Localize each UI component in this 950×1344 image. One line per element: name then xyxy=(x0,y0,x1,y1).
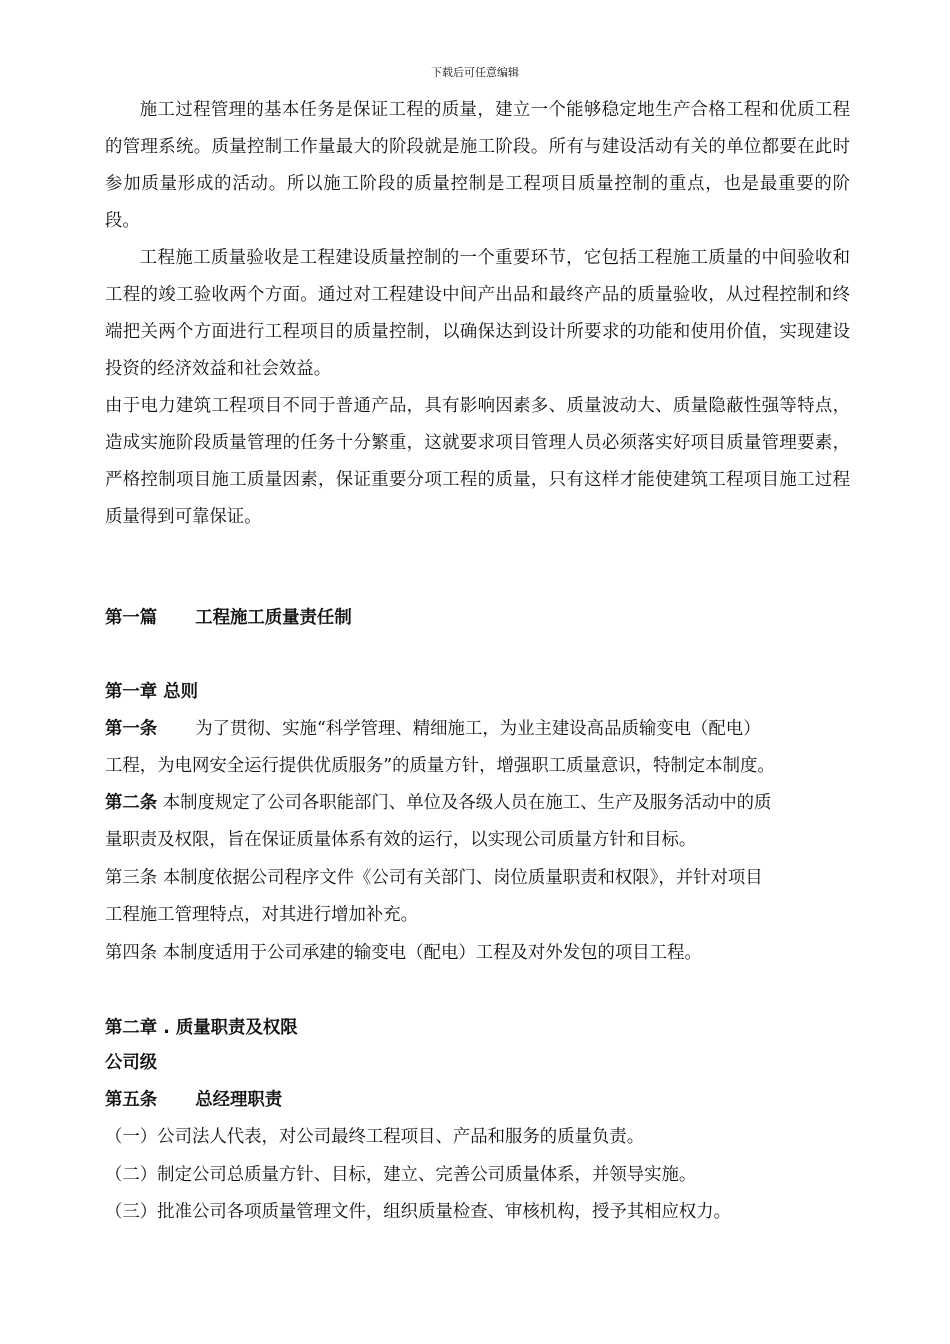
list-item-1: （一）公司法人代表，对公司最终工程项目、产品和服务的质量负责。 xyxy=(105,1127,645,1147)
article-1-line-1 xyxy=(105,717,761,741)
part-label: 第一篇 xyxy=(105,608,158,628)
part-title: 工程施工质量责任制 xyxy=(195,608,352,628)
intro-paragraph-3: 由于电力建筑工程项目不同于普通产品，具有影响因素多、质量波动大、质量隐蔽性强等特点，造成实施阶段质量管理的任务十分繁重，这就要求项目管理人员必须落实好项目质量管理要素，严格控制项目施工质量因素，保证重要分项工程的质量，只有这样才能使建筑工程项目施工过程质量得到可靠保证。 xyxy=(105,396,850,527)
article-3-label: 第三条 xyxy=(105,868,158,888)
article-1-label: 第一条 xyxy=(105,719,158,739)
chapter-2-title: 第二章 . 质量职责及权限 xyxy=(105,1018,298,1038)
article-1-text-2: 工程，为电网安全运行提供优质服务”的质量方针，增强职工质量意识，特制定本制度。 xyxy=(105,756,775,776)
article-5-label: 第五条 xyxy=(105,1090,158,1110)
article-3-text-1: 本制度依据公司程序文件《公司有关部门、岗位质量职责和权限》，并针对项目 xyxy=(162,868,763,888)
article-2-text-1: 本制度规定了公司各职能部门、单位及各级人员在施工、生产及服务活动中的质 xyxy=(162,793,772,813)
chapter-1-title: 第一章 总则 xyxy=(105,682,199,702)
article-4-label: 第四条 xyxy=(105,943,158,963)
article-1-text-1: 为了贯彻、实施“科学管理、精细施工，为业主建设高品质输变电（配电） xyxy=(195,719,761,739)
article-2-line-1 xyxy=(105,791,771,815)
article-2-label: 第二条 xyxy=(105,793,158,813)
article-4-text-1: 本制度适用于公司承建的输变电（配电）工程及对外发包的项目工程。 xyxy=(162,943,702,963)
article-2-text-2: 量职责及权限，旨在保证质量体系有效的运行，以实现公司质量方针和目标。 xyxy=(105,830,697,850)
article-4-line-1 xyxy=(105,941,702,965)
company-level-heading: 公司级 xyxy=(105,1053,158,1073)
list-item-2: （二）制定公司总质量方针、目标，建立、完善公司质量体系，并领导实施。 xyxy=(105,1165,697,1185)
part-heading xyxy=(105,606,352,630)
list-item-3: （三）批准公司各项质量管理文件，组织质量检查、审核机构，授予其相应权力。 xyxy=(105,1202,732,1222)
page-header: 下载后可任意编辑 xyxy=(431,66,519,79)
article-5-heading xyxy=(105,1088,282,1112)
article-3-line-1 xyxy=(105,866,763,890)
article-3-text-2: 工程施工管理特点，对其进行增加补充。 xyxy=(105,905,419,925)
intro-paragraph-1: 施工过程管理的基本任务是保证工程的质量，建立一个能够稳定地生产合格工程和优质工程的管理系统。质量控制工作量最大的阶段就是施工阶段。所有与建设活动有关的单位都要在此时参加质量形成的活动。所以施工阶段的质量控制是工程项目质量控制的重点，也是最重要的阶段。 xyxy=(105,100,850,231)
intro-paragraph-2: 工程施工质量验收是工程建设质量控制的一个重要环节，它包括工程施工质量的中间验收和工程的竣工验收两个方面。通过对工程建设中间产出品和最终产品的质量验收，从过程控制和终端把关两个方面进行工程项目的质量控制，以确保达到设计所要求的功能和使用价值，实现建设投资的经济效益和社会效益。 xyxy=(105,248,850,379)
intro-section xyxy=(105,92,850,536)
article-5-title: 总经理职责 xyxy=(195,1090,283,1110)
